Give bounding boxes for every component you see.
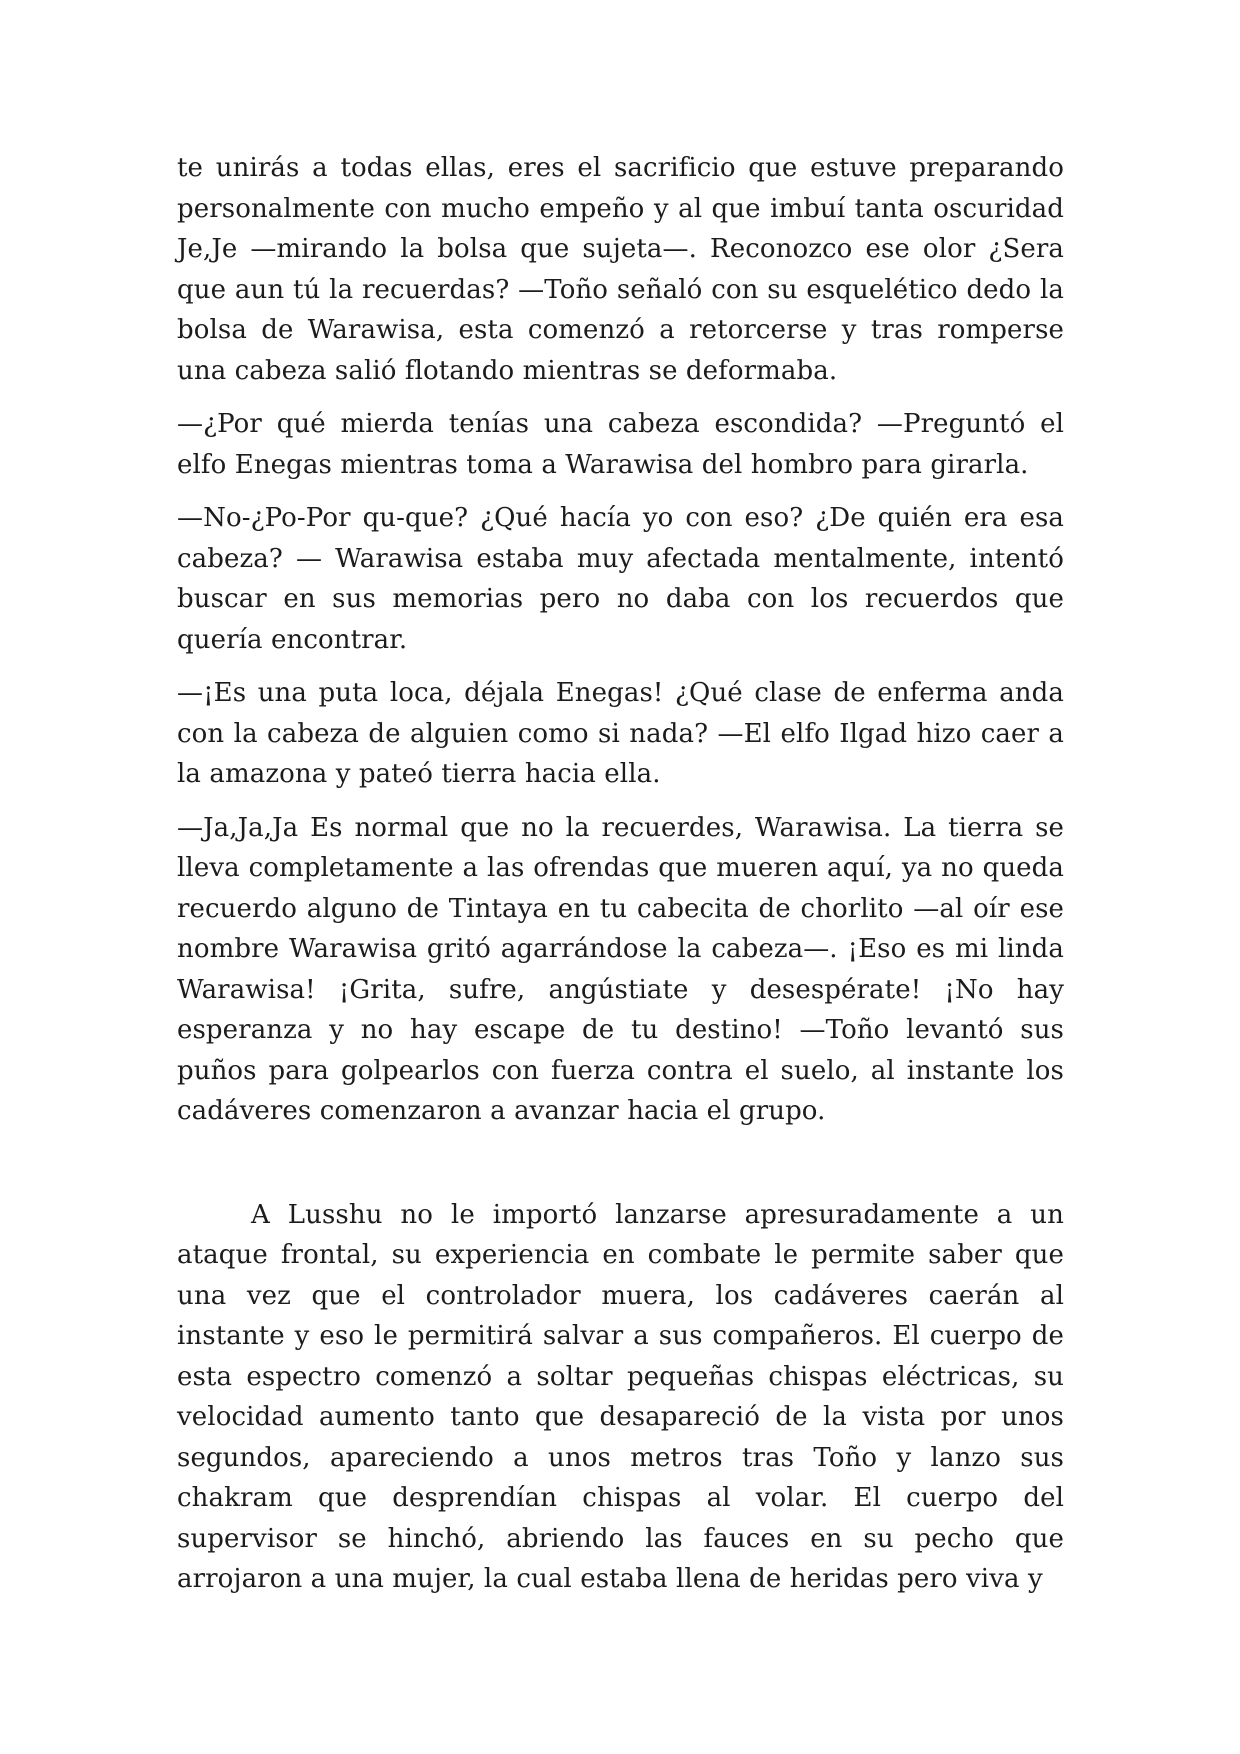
paragraph-4: —¡Es una puta loca, déjala Enegas! ¿Qué clase de enferma anda con la cabeza de alguien como si nada? —El elfo Ilgad hizo caer a la amazona y pateó tierra hacia ella. [177, 678, 1064, 789]
document-page [177, 148, 1064, 1613]
paragraph-5: —Ja,Ja,Ja Es normal que no la recuerdes, Warawisa. La tierra se lleva completamente a las ofrendas que mueren aquí, ya no queda recuerdo alguno de Tintaya en tu cabecita de chorlito —al oír ese nombre Warawisa gritó agarrándose la cabeza—. ¡Eso es mi linda Warawisa! ¡Grita, sufre, angústiate y desespérate! ¡No hay esperanza y no hay escape de tu destino! —Toño levantó sus puños para golpearlos con fuerza contra el suelo, al instante los cadáveres comenzaron a avanzar hacia el grupo. [177, 812, 1064, 1126]
paragraph-1: te unirás a todas ellas, eres el sacrificio que estuve preparando personalmente con mucho empeño y al que imbuí tanta oscuridad Je,Je —mirando la bolsa que sujeta—. Reconozco ese olor ¿Sera que aun tú la recuerdas? —Toño señaló con su esquelético dedo la bolsa de Warawisa, esta comenzó a retorcerse y tras romperse una cabeza salió flotando mientras se deformaba. [177, 153, 1064, 386]
paragraph-2: —¿Por qué mierda tenías una cabeza escondida? —Preguntó el elfo Enegas mientras toma a Warawisa del hombro para girarla. [177, 409, 1064, 480]
paragraph-3: —No-¿Po-Por qu-que? ¿Qué hacía yo con eso? ¿De quién era esa cabeza? — Warawisa estaba muy afectada mentalmente, intentó buscar en sus memorias pero no daba con los recuerdos que quería encontrar. [177, 503, 1064, 655]
paragraph-6: A Lusshu no le importó lanzarse apresuradamente a un ataque frontal, su experiencia en combate le permite saber que una vez que el controlador muera, los cadáveres caerán al instante y eso le permitirá salvar a sus compañeros. El cuerpo de esta espectro comenzó a soltar pequeñas chispas eléctricas, su velocidad aumento tanto que desapareció de la vista por unos segundos, apareciendo a unos metros tras Toño y lanzo sus chakram que desprendían chispas al volar. El cuerpo del supervisor se hinchó, abriendo las fauces en su pecho que arrojaron a una mujer, la cual estaba llena de heridas pero viva y [177, 1199, 1064, 1594]
